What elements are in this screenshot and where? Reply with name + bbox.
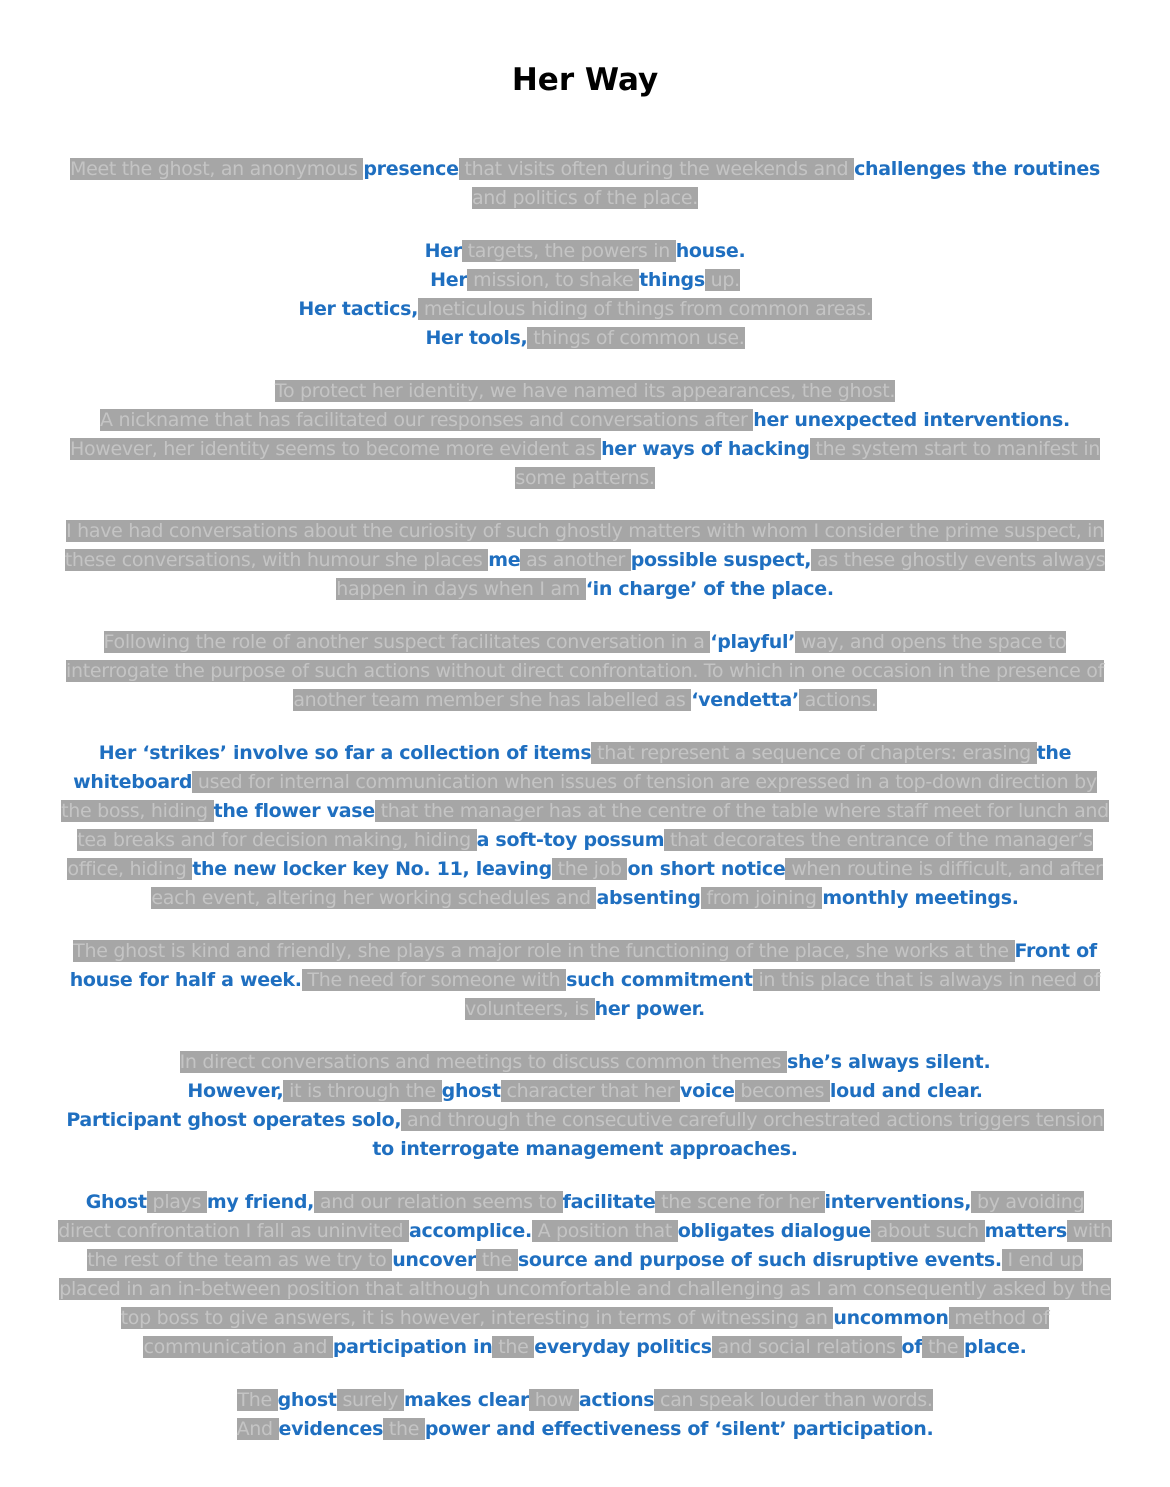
highlighted-text: presence	[363, 158, 459, 180]
highlighted-text: the flower vase	[213, 800, 375, 822]
highlighted-text: ‘playful’	[710, 631, 796, 653]
highlighted-text: things	[639, 269, 705, 291]
paragraph	[58, 1048, 1112, 1164]
redacted-text: meticulous hiding of things from common areas.	[418, 298, 872, 320]
highlighted-text: her power.	[594, 998, 705, 1020]
highlighted-text: evidences	[278, 1418, 384, 1440]
redacted-text: when routine is difficult, and after each event, altering her working schedules and	[151, 858, 1103, 909]
redacted-text: the job	[551, 858, 628, 880]
highlighted-text: Participant ghost operates solo,	[66, 1109, 402, 1131]
highlighted-text: ghost	[277, 1389, 337, 1411]
highlighted-text: Her	[430, 269, 468, 291]
redacted-text: can speak louder than words.	[654, 1389, 933, 1411]
redacted-text: that decorates the entrance of the manager’s office, hiding	[67, 829, 1093, 880]
redacted-text: targets, the powers in	[461, 240, 676, 262]
highlighted-text: matters	[984, 1220, 1067, 1242]
redacted-text: the system start to manifest in some patterns.	[515, 438, 1101, 489]
highlighted-text: everyday politics	[534, 1336, 712, 1358]
redacted-text: becomes	[734, 1080, 830, 1102]
paragraph	[58, 1188, 1112, 1362]
redacted-text: and our relation seems to	[314, 1191, 563, 1213]
redacted-text: the	[476, 1249, 518, 1271]
highlighted-text: facilitate	[562, 1191, 656, 1213]
redacted-text: it is through the	[283, 1080, 442, 1102]
redacted-text: The	[237, 1389, 278, 1411]
redacted-text: and politics of the place.	[471, 187, 699, 209]
highlighted-text: on short notice	[627, 858, 786, 880]
highlighted-text: the whiteboard	[73, 742, 1072, 793]
redacted-text: the	[922, 1336, 965, 1358]
highlighted-text: participation in	[332, 1336, 493, 1358]
redacted-text: and through the consecutive carefully orchestrated actions triggers tension	[401, 1109, 1104, 1131]
redacted-text: the scene for her	[655, 1191, 825, 1213]
redacted-text: by avoiding direct confrontation I fall as uninvited	[58, 1191, 1085, 1242]
redacted-text: as these ghostly events always happen in days when I am	[336, 549, 1106, 600]
redacted-text: mission, to shake	[467, 269, 640, 291]
redacted-text: from joining	[700, 887, 823, 909]
highlighted-text: me	[488, 549, 521, 571]
redacted-text: up.	[704, 269, 740, 291]
redacted-text: However, her identity seems to become more evident as	[69, 438, 602, 460]
redacted-text: I have had conversations about the curiosity of such ghostly matters with whom I consider the prime suspect, in these conversations, with humour she places	[64, 520, 1104, 571]
highlighted-text: ghost	[441, 1080, 501, 1102]
redacted-text: in this place that is always in need of volunteers, is	[465, 969, 1101, 1020]
paragraph	[58, 377, 1112, 493]
highlighted-text: absenting	[596, 887, 701, 909]
highlighted-text: my friend,	[206, 1191, 315, 1213]
redacted-text: And	[236, 1418, 279, 1440]
highlighted-text: uncommon	[833, 1307, 949, 1329]
paragraph	[58, 1386, 1112, 1444]
highlighted-text: accomplice.	[408, 1220, 532, 1242]
redacted-text: character that her	[500, 1080, 681, 1102]
highlighted-text: possible suspect,	[630, 549, 812, 571]
highlighted-text: voice	[680, 1080, 735, 1102]
redacted-text: that the manager has at the centre of the table where staff meet for lunch and tea breaks and for decision making, hiding	[77, 800, 1109, 851]
highlighted-text: Her ‘strikes’ involve so far a collection of items	[98, 742, 592, 764]
highlighted-text: house.	[675, 240, 746, 262]
redacted-text: surely	[336, 1389, 404, 1411]
redacted-text: and social relations	[711, 1336, 902, 1358]
highlighted-text: of	[901, 1336, 923, 1358]
highlighted-text: a soft-toy possum	[476, 829, 665, 851]
redacted-text: actions.	[798, 689, 877, 711]
redacted-text: A nickname that has facilitated our responses and conversations after	[100, 409, 754, 431]
highlighted-text: source and purpose of such disruptive events.	[517, 1249, 1002, 1271]
redacted-text: with the rest of the team as we try to	[87, 1220, 1112, 1271]
redacted-text: things of common use.	[527, 327, 745, 349]
redacted-text: the	[492, 1336, 535, 1358]
highlighted-text: uncover	[392, 1249, 477, 1271]
paragraph	[58, 517, 1112, 604]
redacted-text: Meet the ghost, an anonymous	[69, 158, 364, 180]
highlighted-text: her ways of hacking	[601, 438, 810, 460]
paragraph	[58, 628, 1112, 715]
highlighted-text: actions	[578, 1389, 655, 1411]
redacted-text: way, and opens the space to interrogate the purpose of such actions without direct confrontation. To which in one occasion in the presence of another team member she has labelled as	[66, 631, 1104, 711]
page-title: Her Way	[511, 62, 659, 98]
redacted-text: as another	[520, 549, 631, 571]
highlighted-text: interventions,	[824, 1191, 972, 1213]
paragraph	[58, 937, 1112, 1024]
redacted-text: about such	[870, 1220, 985, 1242]
redacted-text: how	[529, 1389, 579, 1411]
redacted-text: method of communication and	[143, 1307, 1050, 1358]
highlighted-text: ‘in charge’ of the place.	[585, 578, 834, 600]
highlighted-text: challenges the routines	[854, 158, 1100, 180]
highlighted-text: the new locker key No. 11, leaving	[192, 858, 552, 880]
highlighted-text: However,	[187, 1080, 284, 1102]
redacted-text: To protect her identity, we have named its appearances, the ghost.	[274, 380, 896, 402]
redacted-text: Following the role of another suspect facilitates conversation in a	[103, 631, 711, 653]
paragraph	[58, 739, 1112, 913]
paragraph	[58, 237, 1112, 353]
redacted-text: I end up placed in an in-between position that although uncomfortable and challenging as I am consequently asked by the top boss to give answers, it is however, interesting in terms of witnessing an	[59, 1249, 1111, 1329]
highlighted-text: makes clear	[403, 1389, 530, 1411]
redacted-text: The ghost is kind and friendly, she plays a major role in the functioning of the place, she works at the	[73, 940, 1015, 962]
highlighted-text: to interrogate management approaches.	[372, 1138, 798, 1160]
redacted-text: plays	[146, 1191, 207, 1213]
highlighted-text: her unexpected interventions.	[753, 409, 1070, 431]
redacted-text: used for internal communication when issues of tension are expressed in a top-down direction by the boss, hiding	[61, 771, 1097, 822]
redacted-text: The need for someone with	[301, 969, 567, 991]
highlighted-text: power and effectiveness of ‘silent’ participation.	[424, 1418, 934, 1440]
redacted-text: that visits often during the weekends and	[458, 158, 855, 180]
highlighted-text: Ghost	[85, 1191, 147, 1213]
redacted-text: In direct conversations and meetings to discuss common themes	[179, 1051, 788, 1073]
highlighted-text: obligates dialogue	[677, 1220, 871, 1242]
paragraph	[58, 155, 1112, 213]
highlighted-text: monthly meetings.	[822, 887, 1019, 909]
highlighted-text: ‘vendetta’	[691, 689, 799, 711]
highlighted-text: Her	[424, 240, 462, 262]
highlighted-text: Front of house for half a week.	[69, 940, 1097, 991]
redacted-text: that represent a sequence of chapters: erasing	[591, 742, 1037, 764]
highlighted-text: Her tools,	[425, 327, 528, 349]
highlighted-text: she’s always silent.	[787, 1051, 991, 1073]
redacted-text: the	[383, 1418, 425, 1440]
highlighted-text: Her tactics,	[298, 298, 419, 320]
highlighted-text: place.	[964, 1336, 1027, 1358]
redacted-text: A position that	[531, 1220, 678, 1242]
highlighted-text: loud and clear.	[829, 1080, 983, 1102]
highlighted-text: such commitment	[566, 969, 753, 991]
